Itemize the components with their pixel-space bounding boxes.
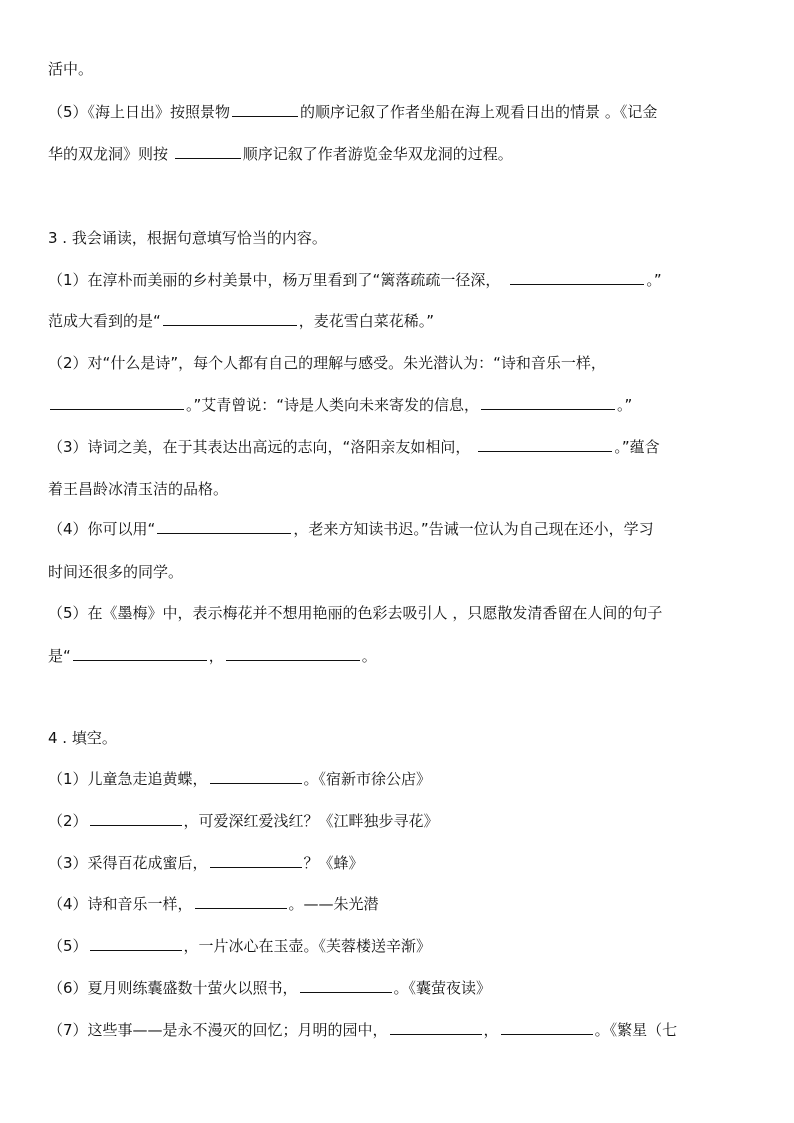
- q4-item-1: [48, 768, 754, 790]
- q3-item-3-line-1: [48, 436, 754, 458]
- text: 。”蕴含: [614, 438, 660, 456]
- text: （5）: [48, 937, 88, 955]
- answer-blank[interactable]: [163, 310, 297, 326]
- answer-blank[interactable]: [390, 1019, 482, 1035]
- q3-item-5-line-1: [48, 602, 754, 624]
- text: （6）夏月则练囊盛数十萤火以照书，: [48, 979, 298, 997]
- q2-item-5-line-2: [48, 143, 754, 165]
- text: 顺序记叙了作者游览金华双龙洞的过程。: [242, 145, 513, 163]
- text: ，可爱深红爱浅红？《江畔独步寻花》: [183, 812, 439, 830]
- text: （2）: [48, 812, 88, 830]
- answer-blank[interactable]: [226, 645, 360, 661]
- text: （1）儿童急走追黄蝶，: [48, 770, 208, 788]
- text: 。《繁星（七: [594, 1021, 678, 1039]
- text: （5）《海上日出》按照景物: [48, 103, 231, 121]
- answer-blank[interactable]: [175, 143, 241, 159]
- text: （3）采得百花成蜜后，: [48, 854, 208, 872]
- q4-item-5: [48, 935, 754, 957]
- text: ？《蜂》: [303, 854, 364, 872]
- text: 。”: [646, 271, 662, 289]
- q4-item-2: [48, 810, 754, 832]
- text: 。《囊萤夜读》: [393, 979, 492, 997]
- text: 活中。: [48, 60, 94, 78]
- answer-blank[interactable]: [210, 852, 302, 868]
- answer-blank[interactable]: [510, 269, 644, 285]
- text: （4）你可以用“: [48, 520, 156, 538]
- q3-item-3-line-2: [48, 478, 754, 500]
- answer-blank[interactable]: [90, 935, 182, 951]
- q3-item-4-line-2: [48, 561, 754, 583]
- q4-item-3: [48, 852, 754, 874]
- answer-blank[interactable]: [73, 645, 207, 661]
- text: ，: [208, 647, 224, 665]
- text: 。: [361, 647, 377, 665]
- text: 范成大看到的是“: [48, 312, 161, 330]
- text: ，一片冰心在玉壶。《芙蓉楼送辛渐》: [183, 937, 432, 955]
- text: 是“: [48, 647, 71, 665]
- q3-item-2-line-1: [48, 352, 754, 374]
- answer-blank[interactable]: [478, 436, 612, 452]
- text: 的顺序记叙了作者坐船在海上观看日出的情景 。《记金: [300, 103, 658, 121]
- q3-item-4-line-1: [48, 518, 754, 540]
- text: （2）对“什么是诗”，每个人都有自己的理解与感受。朱光潜认为：“诗和音乐一样，: [48, 354, 606, 372]
- text: 。”艾青曾说：“诗是人类向未来寄发的信息，: [186, 396, 480, 414]
- q2-text-line: [48, 58, 754, 80]
- text: ，老来方知读书迟。”告诫一位认为自己现在还小，学习: [293, 520, 654, 538]
- text: 华的双龙洞》则按: [48, 145, 173, 163]
- q3-item-1-line-1: [48, 269, 754, 291]
- answer-blank[interactable]: [195, 893, 287, 909]
- text: 着王昌龄冰清玉洁的品格。: [48, 480, 229, 498]
- q4-item-7: [48, 1019, 754, 1041]
- text: 3 . 我会诵读，根据句意填写恰当的内容。: [48, 229, 327, 247]
- text: 时间还很多的同学。: [48, 563, 184, 581]
- text: ，麦花雪白菜花稀。”: [298, 312, 435, 330]
- text: （3）诗词之美，在于其表达出高远的志向，“洛阳亲友如相问，: [48, 438, 471, 456]
- text: 4 . 填空。: [48, 729, 117, 747]
- answer-blank[interactable]: [481, 394, 615, 410]
- answer-blank[interactable]: [501, 1019, 593, 1035]
- text: （1）在淳朴而美丽的乡村美景中，杨万里看到了“篱落疏疏一径深，: [48, 271, 501, 289]
- q3-title: [48, 227, 754, 249]
- q3-item-2-line-2: [48, 394, 754, 416]
- text: （7）这些事——是永不漫灭的回忆；月明的园中，: [48, 1021, 388, 1039]
- answer-blank[interactable]: [157, 518, 291, 534]
- q3-item-5-line-2: [48, 645, 754, 667]
- text: 。——朱光潜: [288, 895, 379, 913]
- answer-blank[interactable]: [50, 394, 184, 410]
- text: ，: [483, 1021, 499, 1039]
- q4-item-6: [48, 977, 754, 999]
- text: （5）在《墨梅》中，表示梅花并不想用艳丽的色彩去吸引人 ，只愿散发清香留在人间的句子: [48, 604, 663, 622]
- text: 。”: [617, 396, 633, 414]
- q4-item-4: [48, 893, 754, 915]
- answer-blank[interactable]: [90, 810, 182, 826]
- text: （4）诗和音乐一样，: [48, 895, 193, 913]
- q3-item-1-line-2: [48, 310, 754, 332]
- q4-title: [48, 727, 754, 749]
- answer-blank[interactable]: [232, 101, 298, 117]
- answer-blank[interactable]: [210, 768, 302, 784]
- text: 。《宿新市徐公店》: [303, 770, 432, 788]
- q2-item-5-line-1: [48, 101, 754, 123]
- answer-blank[interactable]: [300, 977, 392, 993]
